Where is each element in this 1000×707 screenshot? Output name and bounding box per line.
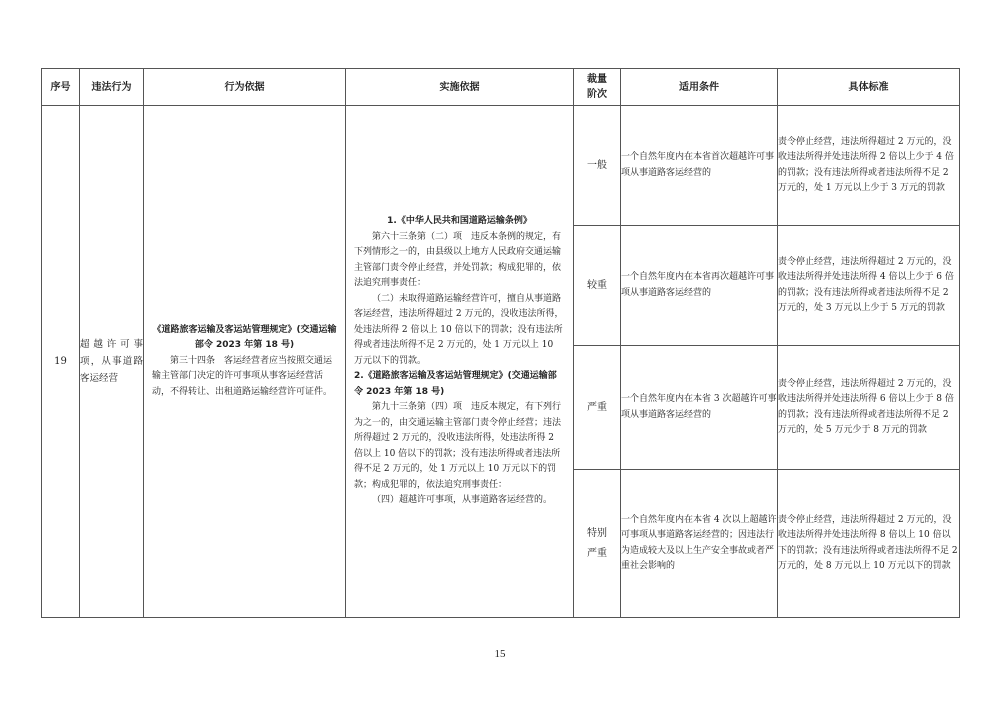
tier-standard: 责令停止经营，违法所得超过 2 万元的，没收违法所得并处违法所得 2 倍以上少于 4 倍的罚款；没有违法所得或者违法所得不足 2 万元的，处 1 万元以上少于 3 万元的罚款 [778,106,960,226]
row-violation: 超越许可事项，从事道路客运经营 [80,106,144,618]
header-implementation: 实施依据 [346,69,574,106]
tier-condition: 一个自然年度内在本省 4 次以上超越许可事项从事道路客运经营的；因违法行为造成较大及以上生产安全事故或者严重社会影响的 [621,470,778,618]
row-seq: 19 [42,106,80,618]
basis-text: 第三十四条 客运经营者应当按照交通运输主管部门决定的许可事项从事客运经营活动，不得转让、出租道路运输经营许可证件。 [152,355,333,397]
table-row [42,106,960,226]
table-header-row [42,69,960,106]
tier-standard: 责令停止经营，违法所得超过 2 万元的，没收违法所得并处违法所得 8 倍以上 10 倍以下的罚款；没有违法所得或者违法所得不足 2 万元的，处 8 万元以上 10 万元以下的罚款 [778,470,960,618]
tier-condition: 一个自然年度内在本省再次超越许可事项从事道路客运经营的 [621,226,778,346]
impl-para-2: （二）未取得道路运输经营许可，擅自从事道路客运经营，违法所得超过 2 万元的，没收违法所得，处违法所得 2 倍以上 10 倍以下的罚款；没有违法所得或者违法所得不足 2 万元的，处 1 万元以上 10 万元以下的罚款。 [354,293,564,366]
basis-title: 《道路旅客运输及客运站管理规定》(交通运输部令 2023 年第 18 号) [152,324,337,351]
tier-level: 较重 [574,226,621,346]
tier-standard: 责令停止经营，违法所得超过 2 万元的，没收违法所得并处违法所得 6 倍以上少于 8 倍的罚款；没有违法所得或者违法所得不足 2 万元的，处 5 万元少于 8 万元的罚款 [778,346,960,470]
header-seq: 序号 [42,69,80,106]
penalty-standard-table [41,68,960,618]
tier-condition: 一个自然年度内在本省 3 次超越许可事项从事道路客运经营的 [621,346,778,470]
tier-level: 一般 [574,106,621,226]
header-violation: 违法行为 [80,69,144,106]
header-level: 裁量阶次 [574,69,621,106]
impl-title-1: 1.《中华人民共和国道路运输条例》 [387,216,532,227]
impl-title-2: 2.《道路旅客运输及客运站管理规定》(交通运输部令 2023 年第 18 号) [354,371,557,397]
tier-condition: 一个自然年度内在本省首次超越许可事项从事道路客运经营的 [621,106,778,226]
header-standard: 具体标准 [778,69,960,106]
tier-level: 严重 [574,346,621,470]
impl-para-4: （四）超越许可事项，从事道路客运经营的。 [372,495,553,506]
tier-level: 特别严重 [574,470,621,618]
header-condition: 适用条件 [621,69,778,106]
impl-para-3: 第九十三条第（四）项 违反本规定，有下列行为之一的，由交通运输主管部门责令停止经营；违法所得超过 2 万元的，没收违法所得，处违法所得 2 倍以上 10 倍以下的罚款；没有违法所得或者违法所得不足 2 万元的，处 1 万元以上 10 万元以下的罚款；构成犯罪的，依法追究刑事责任： [354,402,562,490]
impl-para-1: 第六十三条第（二）项 违反本条例的规定，有下列情形之一的，由县级以上地方人民政府交通运输主管部门责令停止经营，并处罚款；构成犯罪的，依法追究刑事责任： [354,231,562,289]
tier-standard: 责令停止经营，违法所得超过 2 万元的，没收违法所得并处违法所得 4 倍以上少于 6 倍的罚款；没有违法所得或者违法所得不足 2 万元的，处 3 万元以上少于 5 万元的罚款 [778,226,960,346]
header-basis: 行为依据 [144,69,346,106]
row-implementation [346,106,574,618]
row-basis [144,106,346,618]
page-number: 15 [494,648,506,660]
